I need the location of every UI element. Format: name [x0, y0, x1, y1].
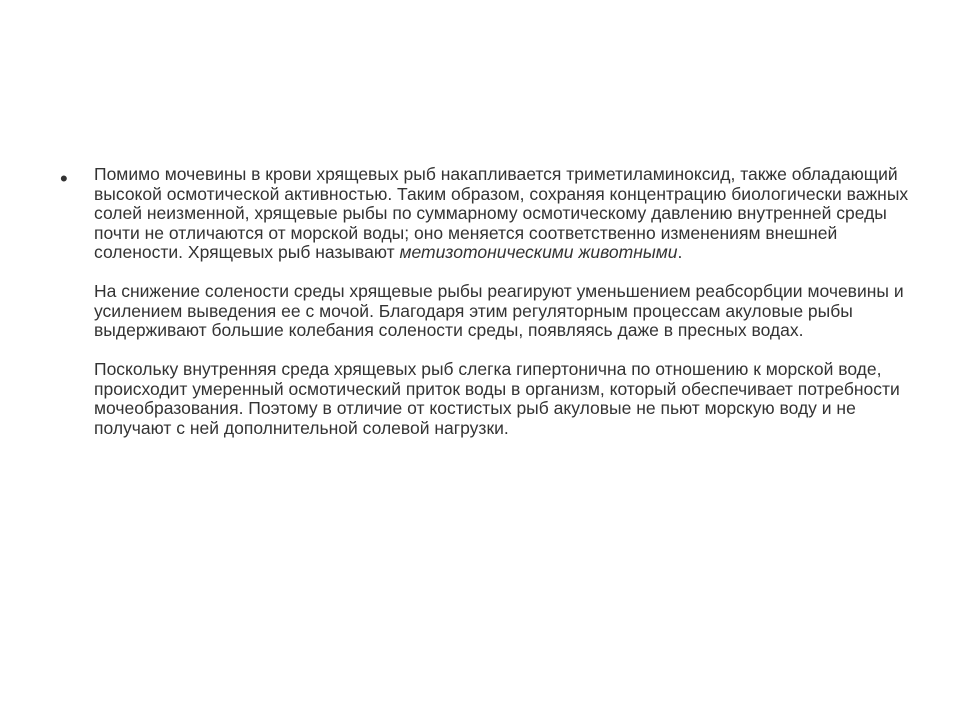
- paragraph-salinity-response: На снижение солености среды хрящевые рыбы реагируют уменьшением реабсорбции мочевины и усилением выведения ее с мочой. Благодаря этим регуляторным процессам акуловые рыбы выдерживают большие колебания солености среды, появляясь даже в пресных водах.: [94, 281, 904, 340]
- paragraph1-italic-term: метизотоническими животными: [399, 242, 678, 262]
- bullet-text: [94, 165, 920, 438]
- bullet-item: [60, 165, 920, 438]
- paragraph-osmotic-activity: [94, 165, 920, 263]
- paragraph1-text-after: .: [677, 242, 683, 262]
- paragraph1-text-before: Помимо мочевины в крови хрящевых рыб накапливается триметиламиноксид, также обладающий высокой осмотической активностью. Таким образом, сохраняя концентрацию биологически важных солей неизменной, хрящевые рыбы по суммарному осмотическому давлению внутренней среды почти не отличаются от морской воды; оно меняется соответственно изменениям внешней солености. Хрящевых рыб называют: [94, 164, 909, 262]
- paragraph-hypertonic-environment: Поскольку внутренняя среда хрящевых рыб слегка гипертонична по отношению к морской воде, происходит умеренный осмотический приток воды в организм, который обеспечивает потребности мочеобразования. Поэтому в отличие от костистых рыб акуловые не пьют морскую воду и не получают с ней дополнительной солевой нагрузки.: [94, 359, 900, 438]
- slide-content: [60, 165, 920, 438]
- bullet-marker: •: [60, 166, 68, 191]
